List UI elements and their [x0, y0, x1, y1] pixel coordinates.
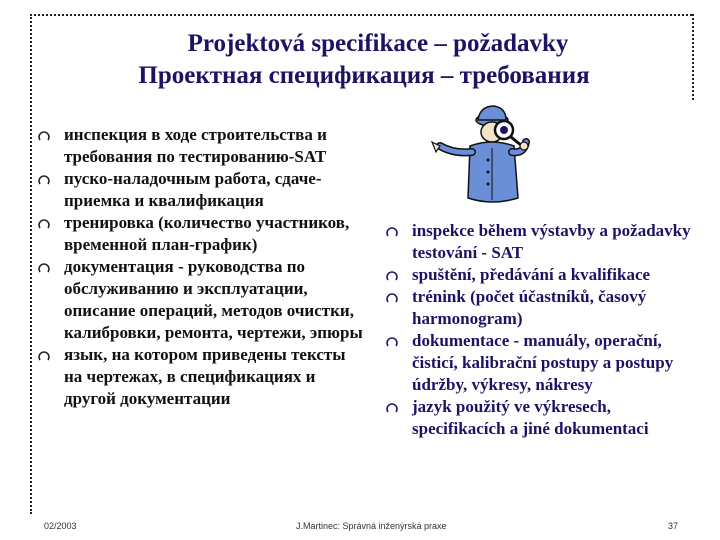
- left-bullet-text: тренировка (количество участников, временной план-график): [64, 213, 350, 254]
- list-item: [386, 220, 702, 264]
- left-bullet-list: [38, 124, 368, 410]
- footer-author: J.Martinec: Správná inženýrská praxe: [296, 521, 447, 531]
- open-circle-bullet-icon: [386, 226, 398, 238]
- list-item: [38, 168, 368, 212]
- inspector-with-magnifier-icon: [418, 102, 548, 210]
- list-item: [38, 344, 368, 410]
- list-item: [38, 124, 368, 168]
- open-circle-bullet-icon: [38, 130, 50, 142]
- right-bullet-text: inspekce během výstavby a požadavky testování - SAT: [412, 221, 691, 262]
- open-circle-bullet-icon: [386, 336, 398, 348]
- right-bullet-text: trénink (počet účastníků, časový harmonogram): [412, 287, 647, 328]
- open-circle-bullet-icon: [386, 270, 398, 282]
- slide-frame-top-dotted: [30, 14, 692, 16]
- list-item: [38, 256, 368, 344]
- open-circle-bullet-icon: [38, 174, 50, 186]
- right-bullet-list: [386, 220, 702, 440]
- footer-date: 02/2003: [44, 521, 77, 531]
- right-bullet-text: jazyk použitý ve výkresech, specifikacích a jiné dokumentaci: [412, 397, 649, 438]
- footer-page-number: 37: [668, 521, 679, 531]
- slide-title-czech: Projektová specifikace – požadavky: [187, 30, 569, 57]
- open-circle-bullet-icon: [386, 402, 398, 414]
- open-circle-bullet-icon: [386, 292, 398, 304]
- left-bullet-text: инспекция в ходе строительства и требования по тестированию-SAT: [64, 125, 327, 166]
- list-item: [386, 264, 702, 286]
- left-bullet-text: язык, на котором приведены тексты на чертежах, в спецификациях и другой документации: [64, 345, 346, 408]
- list-item: [386, 396, 702, 440]
- open-circle-bullet-icon: [38, 262, 50, 274]
- slide-title-russian: Проектная спецификация – требования: [138, 62, 590, 89]
- right-bullet-text: dokumentace - manuály, operační, čisticí, kalibrační postupy a postupy údržby, výkresy, nákresy: [412, 331, 674, 394]
- list-item: [386, 330, 702, 396]
- open-circle-bullet-icon: [38, 218, 50, 230]
- list-item: [38, 212, 368, 256]
- left-bullet-text: пуско-наладочным работа, сдаче-приемка и квалификация: [64, 169, 322, 210]
- right-bullet-text: spuštění, předávání a kvalifikace: [412, 265, 651, 284]
- left-bullet-text: документация - руководства по обслуживанию и эксплуатации, описание операций, методов очистки, калибровки, ремонта, чертежи, эпюры: [64, 257, 363, 342]
- list-item: [386, 286, 702, 330]
- open-circle-bullet-icon: [38, 350, 50, 362]
